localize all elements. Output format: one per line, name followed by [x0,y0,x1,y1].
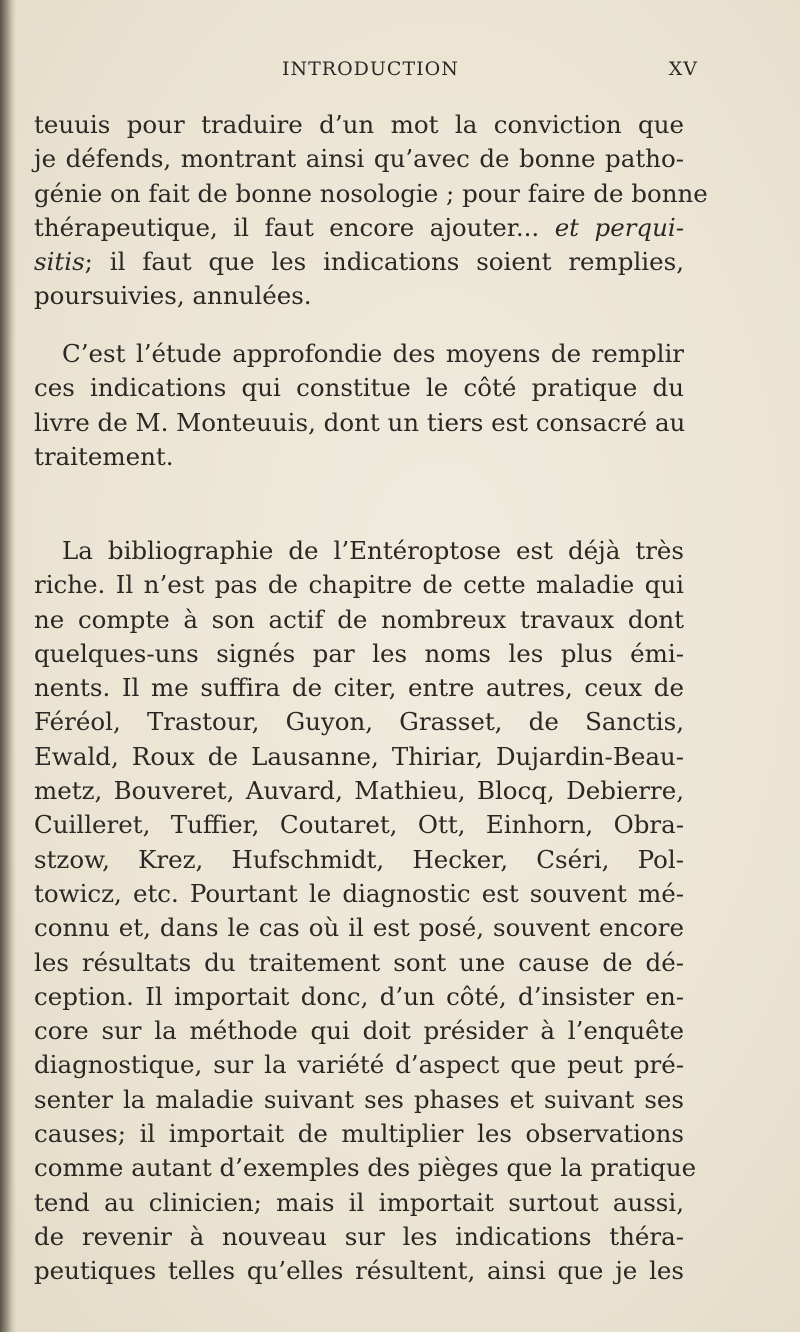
text-line: ne compte à son actif de nombreux travaux dont [34,604,684,634]
text-line: Féréol, Trastour, Guyon, Grasset, de Sanctis, [34,707,684,737]
running-head [30,58,698,88]
text-line: tend au clinicien; mais il importait surtout aussi, [34,1187,684,1217]
text-line: stzow, Krez, Hufschmidt, Hecker, Cséri, Pol- [34,844,684,874]
text-line: quelques-uns signés par les noms les plus émi- [34,638,684,668]
text-line: comme autant d’exemples des pièges que la pratique [34,1153,697,1183]
text-line: causes; il importait de multiplier les observations [34,1119,684,1149]
text-line: ces indications qui constitue le côté pratique du [34,373,684,403]
text-line: core sur la méthode qui doit présider à l’enquête [34,1016,684,1046]
paragraph-1 [34,108,708,314]
text-line [34,245,684,279]
text-line: senter la maladie suivant ses phases et suivant ses [34,1084,684,1114]
paragraph-2 [34,337,684,474]
running-head-title: INTRODUCTION [282,58,459,80]
text-line: La bibliographie de l’Entéroptose est déjà très [62,536,684,565]
page-number: XV [668,58,698,80]
page-gutter-shadow [0,0,16,1332]
italic-text: et perqui- [554,212,684,242]
text-line: teuuis pour traduire d’un mot la conviction que [34,110,684,139]
text-line: génie on fait de bonne nosologie ; pour faire de bonne [34,178,708,208]
paragraph-3 [34,534,697,1289]
text-line: je défends, montrant ainsi qu’avec de bonne patho- [34,144,684,174]
text-line: traitement. [34,441,174,471]
text-line: metz, Bouveret, Auvard, Mathieu, Blocq, Debierre, [34,776,684,806]
text-line [34,211,684,245]
text-line: ception. Il importait donc, d’un côté, d’insister en- [34,981,684,1011]
text-line: riche. Il n’est pas de chapitre de cette maladie qui [34,570,684,600]
text-line: diagnostique, sur la variété d’aspect que peut pré- [34,1050,684,1080]
text-line: livre de M. Monteuuis, dont un tiers est consacré au [34,407,686,437]
italic-text: sitis [34,247,85,277]
text-line: Ewald, Roux de Lausanne, Thiriar, Dujardin-Beau- [34,741,684,771]
text-line: poursuivies, annulées. [34,281,312,311]
text-run: thérapeutique, il faut encore ajouter... [34,212,555,242]
text-line: peutiques telles qu’elles résultent, ainsi que je les [34,1256,684,1286]
text-line: les résultats du traitement sont une cause de dé- [34,947,684,977]
text-line: nents. Il me suffira de citer, entre autres, ceux de [34,673,684,703]
text-line: de revenir à nouveau sur les indications théra- [34,1221,684,1251]
text-line: towicz, etc. Pourtant le diagnostic est souvent mé- [34,878,684,908]
text-line: connu et, dans le cas où il est posé, souvent encore [34,913,684,943]
text-line: C’est l’étude approfondie des moyens de remplir [62,339,684,368]
text-run: ; il faut que les indications soient remplies, [84,247,684,277]
text-line: Cuilleret, Tuffier, Coutaret, Ott, Einhorn, Obra- [34,810,684,840]
